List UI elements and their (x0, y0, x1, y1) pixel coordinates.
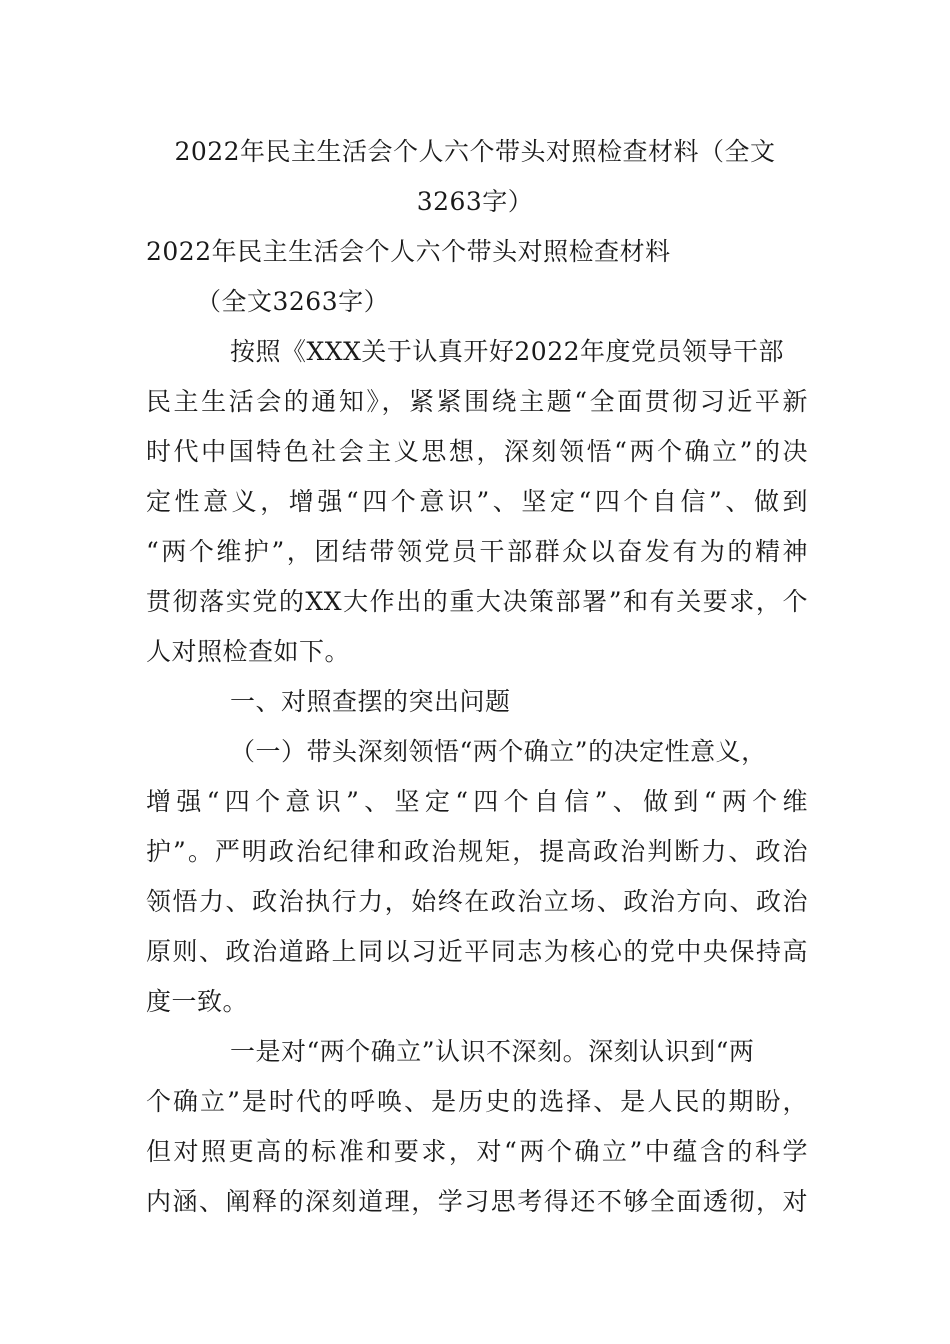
sub-one-line: 一是对“两个确立”认识不深刻。深刻认识到“两 (230, 1037, 755, 1066)
intro-line: “两个维护”，团结带领党员干部群众以奋发有为的精神 (146, 537, 808, 566)
intro-line: 按照《XXX关于认真开好2022年度党员领导干部 (230, 337, 785, 366)
sub-one-line: 个确立”是时代的呼唤、是历史的选择、是人民的期盼， (146, 1087, 808, 1116)
sub-one-line: 但对照更高的标准和要求，对“两个确立”中蕴含的科学 (146, 1137, 808, 1166)
document-title-line-2: 3263字） (416, 187, 534, 216)
intro-line: 民主生活会的通知》，紧紧围绕主题“全面贯彻习近平新 (146, 387, 808, 416)
section-heading: 一、对照查摆的突出问题 (230, 687, 511, 716)
point-one-line: 护”。严明政治纪律和政治规矩，提高政治判断力、政治 (146, 837, 808, 866)
intro-line: 人对照检查如下。 (146, 637, 351, 666)
document-subtitle: 2022年民主生活会个人六个带头对照检查材料 (146, 237, 671, 266)
point-one-line: 度一致。 (146, 987, 249, 1016)
intro-line: 定性意义，增强“四个意识”、坚定“四个自信”、做到 (146, 487, 808, 516)
document-title-line-1: 2022年民主生活会个人六个带头对照检查材料（全文 (174, 137, 776, 166)
intro-line: 时代中国特色社会主义思想，深刻领悟“两个确立”的决 (146, 437, 808, 466)
point-one-line: （一）带头深刻领悟“两个确立”的决定性意义， (230, 737, 767, 766)
point-one-line: 原则、政治道路上同以习近平同志为核心的党中央保持高 (146, 937, 808, 966)
point-one-line: 增强“四个意识”、坚定“四个自信”、做到“两个维 (146, 787, 808, 816)
word-count-note: （全文3263字） (196, 287, 390, 316)
intro-line: 贯彻落实党的XX大作出的重大决策部署”和有关要求，个 (146, 587, 808, 616)
point-one-line: 领悟力、政治执行力，始终在政治立场、政治方向、政治 (146, 887, 808, 916)
sub-one-line: 内涵、阐释的深刻道理，学习思考得还不够全面透彻，对 (146, 1187, 808, 1216)
